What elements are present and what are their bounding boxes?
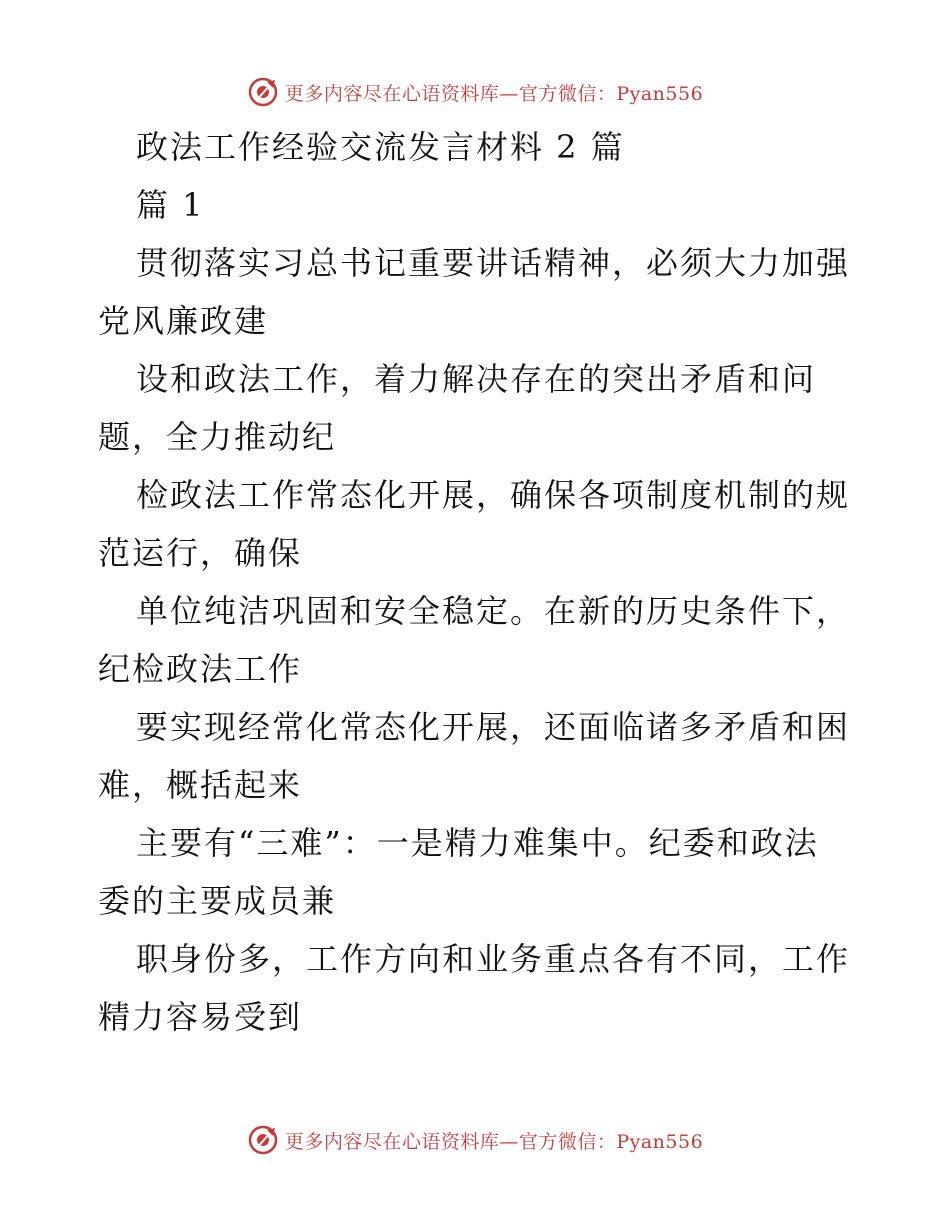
watermark-banner-bottom <box>0 1120 950 1160</box>
watermark-text: 更多内容尽在心语资料库—官方微信：Pyan556 <box>284 1130 704 1153</box>
document-line: 贯彻落实习总书记重要讲话精神，必须大力加强 <box>136 244 851 282</box>
red-seal-logo-icon <box>247 1124 279 1156</box>
document-line: 政法工作经验交流发言材料 2 篇 <box>136 128 625 166</box>
document-line: 篇 1 <box>136 186 205 224</box>
document-line: 检政法工作常态化开展，确保各项制度机制的规 <box>136 476 851 514</box>
red-seal-logo-icon <box>247 76 279 108</box>
document-line: 范运行，确保 <box>98 534 303 572</box>
watermark-text: 更多内容尽在心语资料库—官方微信：Pyan556 <box>284 82 704 105</box>
document-line: 委的主要成员兼 <box>98 882 337 920</box>
document-line: 纪检政法工作 <box>98 650 303 688</box>
watermark-banner-top <box>0 72 950 112</box>
document-line: 精力容易受到 <box>98 998 303 1036</box>
document-line: 单位纯洁巩固和安全稳定。在新的历史条件下， <box>136 592 851 630</box>
document-line: 难，概括起来 <box>98 766 303 804</box>
document-line: 设和政法工作，着力解决存在的突出矛盾和问 <box>136 360 817 398</box>
document-line: 党风廉政建 <box>98 302 269 340</box>
document-line: 职身份多，工作方向和业务重点各有不同，工作 <box>136 940 851 978</box>
document-line: 要实现经常化常态化开展，还面临诸多矛盾和困 <box>136 708 851 746</box>
document-body <box>98 118 868 1046</box>
document-line: 主要有“三难”：一是精力难集中。纪委和政法 <box>136 824 819 862</box>
document-line: 题，全力推动纪 <box>98 418 337 456</box>
